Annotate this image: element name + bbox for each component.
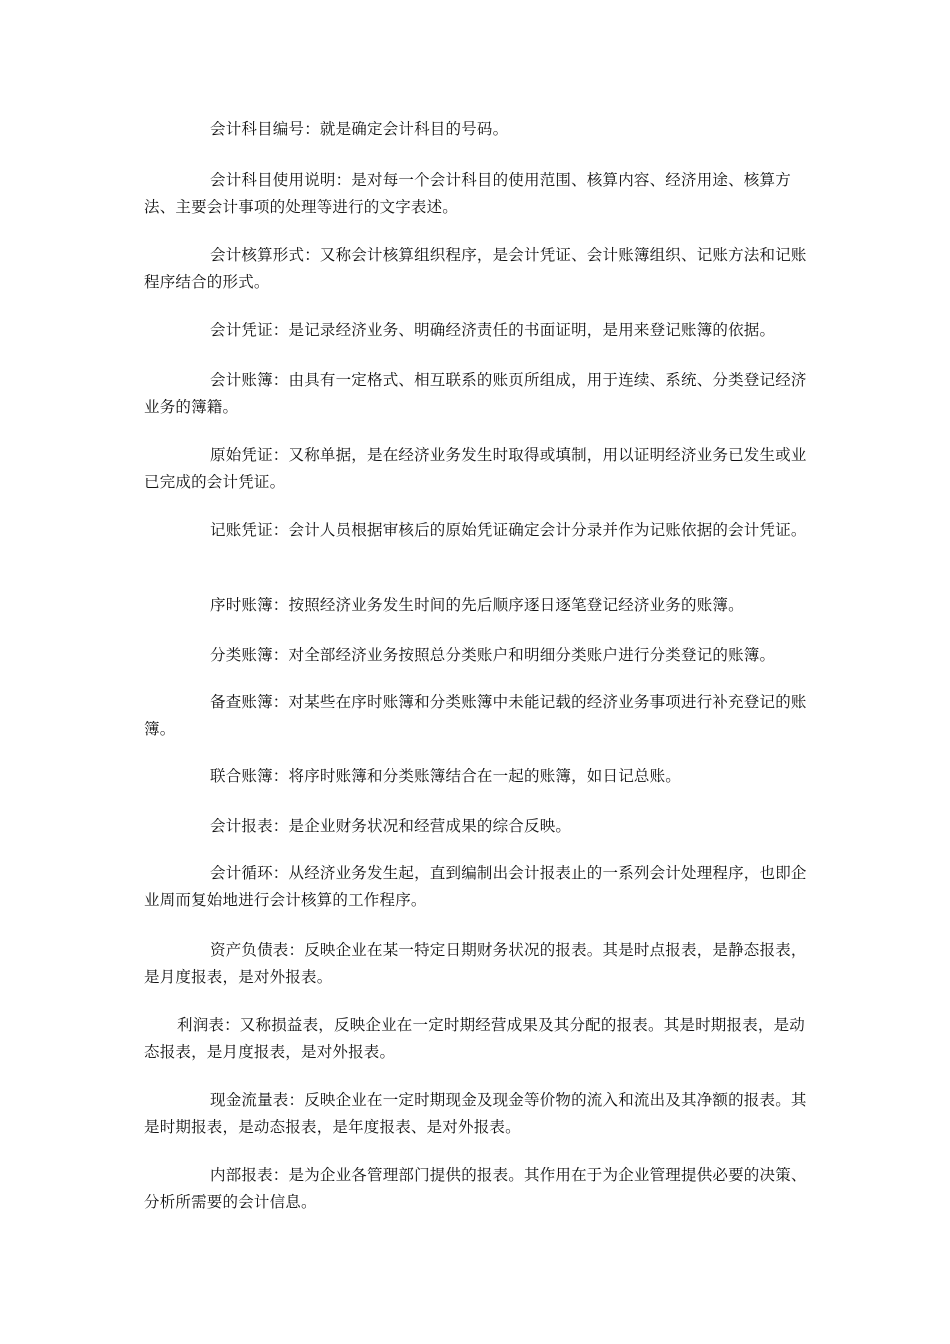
paragraph-memo-ledger: 备查账簿：对某些在序时账簿和分类账簿中未能记载的经济业务事项进行补充登记的账簿。 <box>144 693 807 738</box>
paragraph-original-voucher: 原始凭证：又称单据，是在经济业务发生时取得或填制，用以证明经济业务已发生或业已完成的会计凭证。 <box>144 446 807 491</box>
paragraph-journal: 序时账簿：按照经济业务发生时间的先后顺序逐日逐笔登记经济业务的账簿。 <box>210 596 744 614</box>
paragraph-classified-ledger: 分类账簿：对全部经济业务按照总分类账户和明细分类账户进行分类登记的账簿。 <box>210 646 776 664</box>
paragraph-cash-flow-statement: 现金流量表：反映企业在一定时期现金及现金等价物的流入和流出及其净额的报表。其是时期报表，是动态报表，是年度报表、是对外报表。 <box>144 1091 807 1136</box>
paragraph-combined-ledger: 联合账簿：将序时账簿和分类账簿结合在一起的账簿，如日记总账。 <box>210 767 682 785</box>
paragraph-ledger: 会计账簿：由具有一定格式、相互联系的账页所组成，用于连续、系统、分类登记经济业务的簿籍。 <box>144 371 807 416</box>
paragraph-financial-statement: 会计报表：是企业财务状况和经营成果的综合反映。 <box>210 817 572 835</box>
paragraph-accounting-cycle: 会计循环：从经济业务发生起，直到编制出会计报表止的一系列会计处理程序，也即企业周而复始地进行会计核算的工作程序。 <box>144 864 807 909</box>
paragraph-voucher: 会计凭证：是记录经济业务、明确经济责任的书面证明，是用来登记账簿的依据。 <box>210 321 776 339</box>
paragraph-account-code: 会计科目编号：就是确定会计科目的号码。 <box>210 120 509 138</box>
paragraph-internal-report: 内部报表：是为企业各管理部门提供的报表。其作用在于为企业管理提供必要的决策、分析所需要的会计信息。 <box>144 1166 807 1211</box>
paragraph-balance-sheet: 资产负债表：反映企业在某一特定日期财务状况的报表。其是时点报表，是静态报表，是月度报表，是对外报表。 <box>144 941 807 986</box>
paragraph-bookkeeping-voucher: 记账凭证：会计人员根据审核后的原始凭证确定会计分录并作为记账依据的会计凭证。 <box>210 521 807 539</box>
paragraph-accounting-form: 会计核算形式：又称会计核算组织程序，是会计凭证、会计账簿组织、记账方法和记账程序结合的形式。 <box>144 246 807 291</box>
paragraph-account-usage: 会计科目使用说明：是对每一个会计科目的使用范围、核算内容、经济用途、核算方法、主要会计事项的处理等进行的文字表述。 <box>144 171 791 216</box>
paragraph-income-statement: 利润表：又称损益表，反映企业在一定时期经营成果及其分配的报表。其是时期报表，是动态报表，是月度报表，是对外报表。 <box>144 1016 806 1061</box>
